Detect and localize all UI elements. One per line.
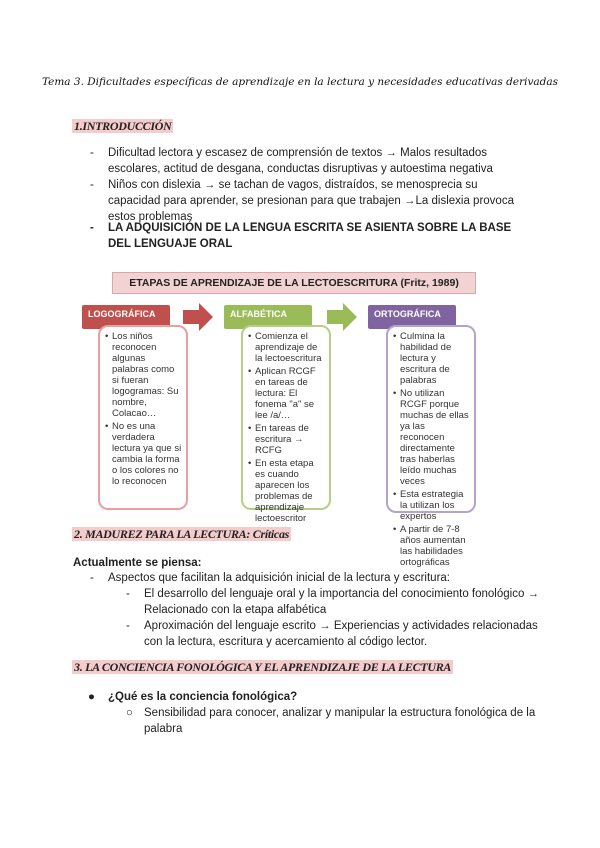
item-text: Aproximación del lenguaje escrito → Experiencias y actividades relacionadas con la lectura, escritura y acercamiento al código lector. xyxy=(144,620,538,648)
section2-lead: Actualmente se piensa: xyxy=(73,557,202,569)
stage-point: • Aplican RCGF en tareas de lectura: El fonema "a" se lee /a/… xyxy=(255,366,325,421)
list-item: - Aspectos que facilitan la adquisición inicial de la lectura y escritura: xyxy=(90,572,450,584)
list-item xyxy=(88,689,298,705)
section2-heading-wrap xyxy=(72,525,291,543)
arrow-icon xyxy=(327,310,343,324)
arrow-head-icon xyxy=(199,303,213,331)
circle-bullet-icon: ○ xyxy=(126,707,133,719)
item-text: ¿Qué es la conciencia fonológica? xyxy=(108,691,298,703)
stage-point: • En esta etapa es cuando aparecen los problemas de aprendizaje lectoescritor xyxy=(255,458,325,524)
document-title: Tema 3. Dificultades específicas de aprendizaje en la lectura y necesidades educativas derivadas xyxy=(41,76,559,88)
bullet-icon: ● xyxy=(88,691,95,703)
sub-list-item: - Aproximación del lenguaje escrito → Experiencias y actividades relacionadas con la lectura, escritura y acercamiento al código lector. xyxy=(126,620,538,648)
stage-header-alfabetica: ALFABÉTICA xyxy=(224,305,312,329)
section3-heading-wrap xyxy=(72,658,453,676)
section3-heading: 3. LA CONCIENCIA FONOLÓGICA Y EL APRENDIZAJE DE LA LECTURA xyxy=(74,660,452,674)
arrow-icon xyxy=(183,310,199,324)
item-text: Niños con dislexia → se tachan de vagos, distraídos, se menosprecia su capacidad para aprender, se presionan para que trabajen →La dislexia provoca estos problemas xyxy=(108,179,514,223)
sub-list-item xyxy=(126,705,540,737)
stage-header-ortografica: ORTOGRÁFICA xyxy=(368,305,456,329)
stage-point: • Los niños reconocen algunas palabras como si fueran logogramas: Su nombre, Colacao… xyxy=(112,331,182,419)
item-text: El desarrollo del lenguaje oral y la importancia del conocimiento fonológico → Relacionado con la etapa alfabética xyxy=(144,588,540,616)
item-text: Sensibilidad para conocer, analizar y manipular la estructura fonológica de la palabra xyxy=(144,707,536,735)
stage-point: • Comienza el aprendizaje de la lectoescritura xyxy=(255,331,325,364)
stage-point: • No es una verdadera lectura ya que si cambia la forma o los colores no lo reconocen xyxy=(112,421,182,487)
item-text: LA ADQUISICIÓN DE LA LENGUA ESCRITA SE ASIENTA SOBRE LA BASE DEL LENGUAJE ORAL xyxy=(108,222,512,250)
item-text: Dificultad lectora y escasez de comprensión de textos → Malos resultados escolares, actitud de desgana, conductas disruptivas y autoestima negativa xyxy=(108,147,493,175)
list-item: - Dificultad lectora y escasez de comprensión de textos → Malos resultados escolares, actitud de desgana, conductas disruptivas y autoestima negativa xyxy=(90,147,493,175)
sub-list-item: - El desarrollo del lenguaje oral y la importancia del conocimiento fonológico → Relacionado con la etapa alfabética xyxy=(126,588,540,616)
section1-heading-wrap xyxy=(72,117,173,135)
stage-point: • No utilizan RCGF porque muchas de ellas ya las reconocen directamente tras haberlas leído muchas veces xyxy=(400,388,470,487)
arrow-head-icon xyxy=(343,303,357,331)
diagram-title: ETAPAS DE APRENDIZAJE DE LA LECTOESCRITURA (Fritz, 1989) xyxy=(112,272,476,294)
stage-header-logografica: LOGOGRÁFICA xyxy=(82,305,170,329)
stage-body-ortografica xyxy=(386,325,476,568)
list-item: - LA ADQUISICIÓN DE LA LENGUA ESCRITA SE ASIENTA SOBRE LA BASE DEL LENGUAJE ORAL xyxy=(90,222,512,250)
section1-heading: 1.INTRODUCCIÓN xyxy=(74,119,172,133)
section2-heading: 2. MADUREZ PARA LA LECTURA: Críticas xyxy=(74,527,290,541)
stage-point: • En tareas de escritura → RCFG xyxy=(255,423,325,456)
stage-body-logografica xyxy=(98,325,188,510)
item-text: Aspectos que facilitan la adquisición inicial de la lectura y escritura: xyxy=(108,572,450,584)
stage-point: • A partir de 7-8 años aumentan las habilidades ortográficas xyxy=(400,524,470,568)
stage-body-alfabetica xyxy=(241,325,331,524)
list-item: - Niños con dislexia → se tachan de vagos, distraídos, se menosprecia su capacidad para aprender, se presionan para que trabajen →La dislexia provoca estos problemas xyxy=(90,179,514,223)
stage-point: • Culmina la habilidad de lectura y escritura de palabras xyxy=(400,331,470,386)
stage-point: • Esta estrategia la utilizan los expertos xyxy=(400,489,470,522)
